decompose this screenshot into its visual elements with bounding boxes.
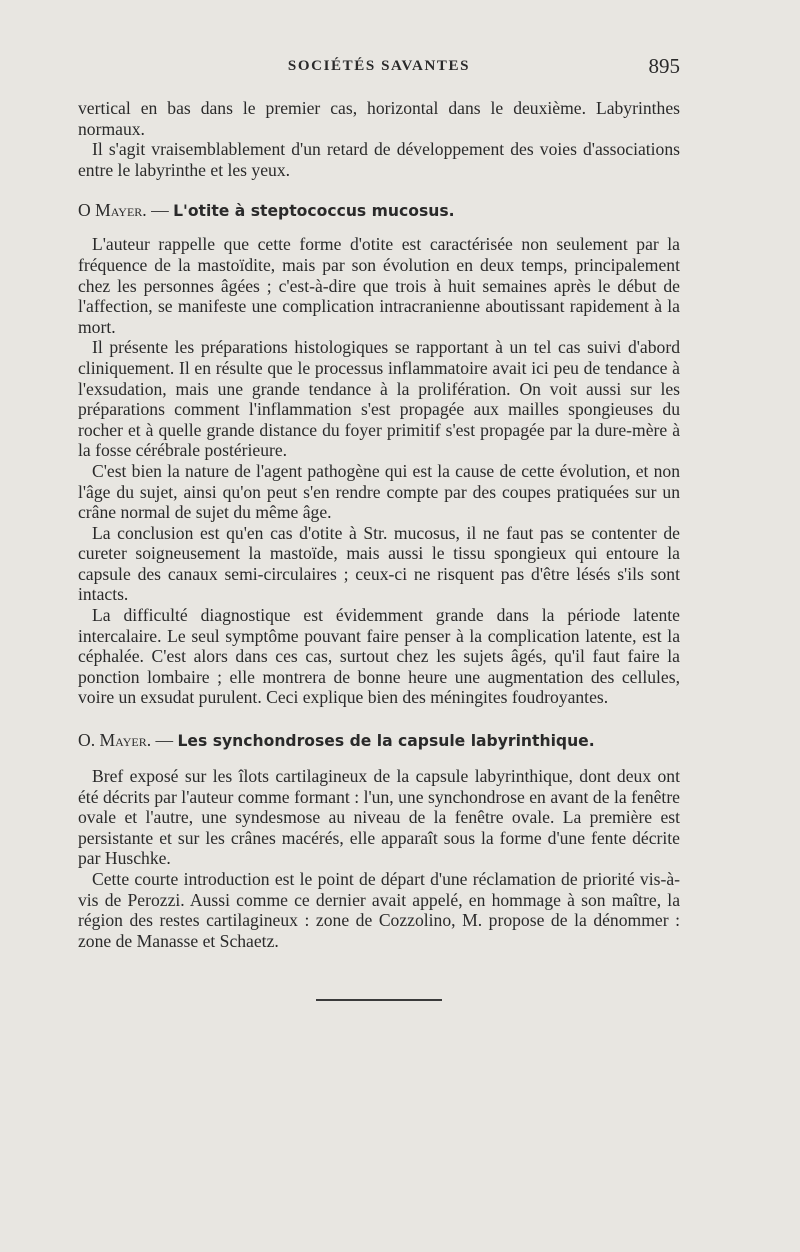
running-title: SOCIÉTÉS SAVANTES — [287, 58, 471, 74]
section-heading — [78, 200, 680, 222]
heading-dash: — — [151, 730, 178, 751]
section-author: O Mayer. — [78, 200, 147, 221]
section-title: Les synchondroses de la capsule labyrinthique. — [177, 732, 595, 751]
intro-paragraph: Il s'agit vraisemblablement d'un retard de développement des voies d'associations entre le labyrinthe et les yeux. — [78, 139, 680, 180]
section-heading — [78, 730, 680, 752]
heading-dash: — — [146, 200, 174, 221]
closing-rule — [316, 999, 442, 1001]
page-body — [78, 98, 680, 1001]
intro-paragraph: vertical en bas dans le premier cas, horizontal dans le deuxième. Labyrinthes normaux. — [78, 98, 680, 139]
section-author: O. Mayer. — [78, 730, 152, 751]
body-paragraph: La conclusion est qu'en cas d'otite à Str. mucosus, il ne faut pas se contenter de cureter soigneusement la mastoïde, mais aussi le tissu spongieux qui entoure la capsule des canaux semi-circulaires ; ceux-ci ne risquent pas d'être lésés s'ils sont intacts. — [78, 522, 680, 605]
body-paragraph: C'est bien la nature de l'agent pathogène qui est la cause de cette évolution, et non l'âge du sujet, ainsi qu'on peut s'en rendre compte par des coupes pratiquées sur un crâne normal de sujet du même âge. — [78, 460, 680, 523]
page-number: 895 — [648, 54, 680, 78]
body-paragraph: L'auteur rappelle que cette forme d'otite est caractérisée non seulement par la fréquence de la mastoïdite, mais par son évolution en deux temps, principalement chez les personnes âgées ; c'est-à-dire que trois à huit semaines après le début de l'affection, se manifeste une complication intracranienne aboutissant rapidement à la mort. — [78, 234, 680, 337]
body-paragraph: Bref exposé sur les îlots cartilagineux de la capsule labyrinthique, dont deux ont été décrits par l'auteur comme formant : l'un, une synchondrose en avant de la fenêtre ovale et l'autre, une syndesmose au niveau de la fenêtre ovale. La première est persistante et sur les crânes macérés, elle apparaît sous la forme d'une fente décrite par Huschke. — [78, 766, 680, 869]
section-title: L'otite à steptococcus mucosus. — [173, 202, 455, 221]
body-paragraph: Il présente les préparations histologiques se rapportant à un tel cas suivi d'abord cliniquement. Il en résulte que le processus inflammatoire avait ici peu de tendance à l'exsudation, mais une grande tendance à la prolifération. On voit aussi sur les préparations comment l'inflammation s'est propagée aux mailles spongieuses du rocher et à quelle grande distance du foyer primitif s'est propagée par la dure-mère à la fosse cérébrale postérieure. — [78, 337, 680, 461]
body-paragraph: Cette courte introduction est le point de départ d'une réclamation de priorité vis-à-vis de Perozzi. Aussi comme ce dernier avait appelé, en hommage à son maître, la région des restes cartilagineux : zone de Cozzolino, M. propose de la dénommer : zone de Manasse et Schaetz. — [78, 869, 680, 951]
running-head — [78, 56, 680, 80]
body-paragraph: La difficulté diagnostique est évidemment grande dans la période latente intercalaire. Le seul symptôme pouvant faire penser à la complication latente, est la céphalée. C'est alors dans ces cas, surtout chez les sujets âgés, qu'il faut faire la ponction lombaire ; elle montrera de bonne heure une augmentation des cellules, voire un exsudat purulent. Ceci explique bien des méningites foudroyantes. — [78, 605, 680, 708]
